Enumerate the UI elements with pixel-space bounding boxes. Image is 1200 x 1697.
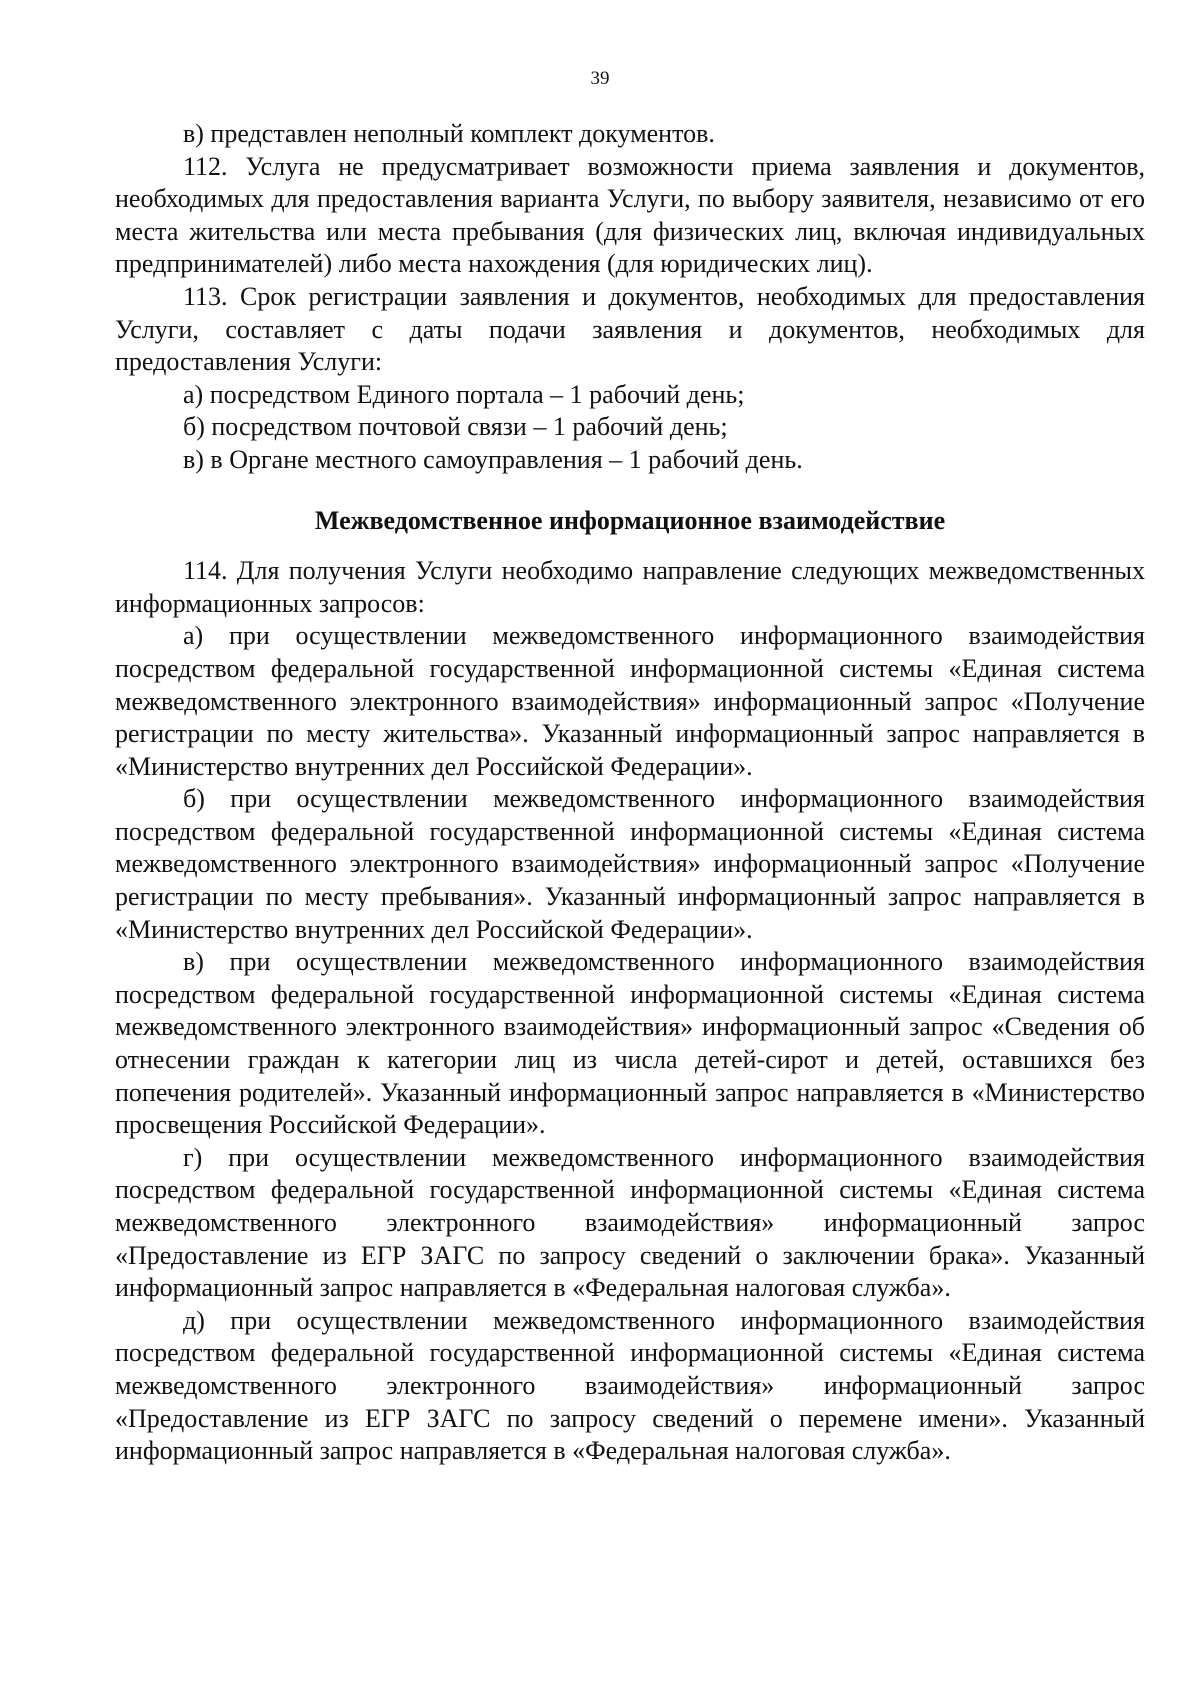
paragraph-114-item-g: г) при осуществлении межведомственного информационного взаимодействия посредством федеральной государственной информационной системы «Единая система межведомственного электронного взаимодействия» информационный запрос «Предоставление из ЕГР ЗАГС по запросу сведений о заключении брака». Указанный информационный запрос направляется в «Федеральная налоговая служба».: [115, 1142, 1145, 1303]
paragraph-113-item-v: в) в Органе местного самоуправления – 1 рабочий день.: [183, 444, 803, 474]
paragraph-114: 114. Для получения Услуги необходимо направление следующих межведомственных информационных запросов:: [115, 556, 1145, 618]
paragraph-item-v: в) представлен неполный комплект документов.: [183, 119, 715, 148]
paragraph-114-item-v: в) при осуществлении межведомственного информационного взаимодействия посредством федеральной государственной информационной системы «Единая система межведомственного электронного взаимодействия» информационный запрос «Сведения об отнесении граждан к категории лиц из числа детей-сирот и детей, оставшихся без попечения родителей». Указанный информационный запрос направляется в «Министерство просвещения Российской Федерации».: [115, 947, 1145, 1140]
paragraph-114-item-a: а) при осуществлении межведомственного информационного взаимодействия посредством федеральной государственной информационной системы «Единая система межведомственного электронного взаимодействия» информационный запрос «Получение регистрации по месту жительства». Указанный информационный запрос направляется в «Министерство внутренних дел Российской Федерации».: [115, 621, 1145, 781]
paragraph-114-item-b: б) при осуществлении межведомственного информационного взаимодействия посредством федеральной государственной информационной системы «Единая система межведомственного электронного взаимодействия» информационный запрос «Получение регистрации по месту пребывания». Указанный информационный запрос направляется в «Министерство внутренних дел Российской Федерации».: [115, 784, 1145, 944]
paragraph-113-item-a: а) посредством Единого портала – 1 рабочий день;: [183, 379, 745, 409]
page-number: 39: [590, 68, 610, 89]
paragraph-113: 113. Срок регистрации заявления и документов, необходимых для предоставления Услуги, составляет с даты подачи заявления и документов, необходимых для предоставления Услуги:: [115, 281, 1145, 377]
paragraph-112: 112. Услуга не предусматривает возможности приема заявления и документов, необходимых для предоставления варианта Услуги, по выбору заявителя, независимо от его места жительства или места пребывания (для физических лиц, включая индивидуальных предпринимателей) либо места нахождения (для юридических лиц).: [115, 151, 1145, 279]
document-body: [115, 118, 1145, 1468]
paragraph-114-item-d: д) при осуществлении межведомственного информационного взаимодействия посредством федеральной государственной информационной системы «Единая система межведомственного электронного взаимодействия» информационный запрос «Предоставление из ЕГР ЗАГС по запросу сведений о перемене имени». Указанный информационный запрос направляется в «Федеральная налоговая служба».: [115, 1305, 1145, 1466]
section-heading: Межведомственное информационное взаимодействие: [314, 505, 946, 535]
paragraph-113-item-b: б) посредством почтовой связи – 1 рабочий день;: [183, 412, 728, 442]
